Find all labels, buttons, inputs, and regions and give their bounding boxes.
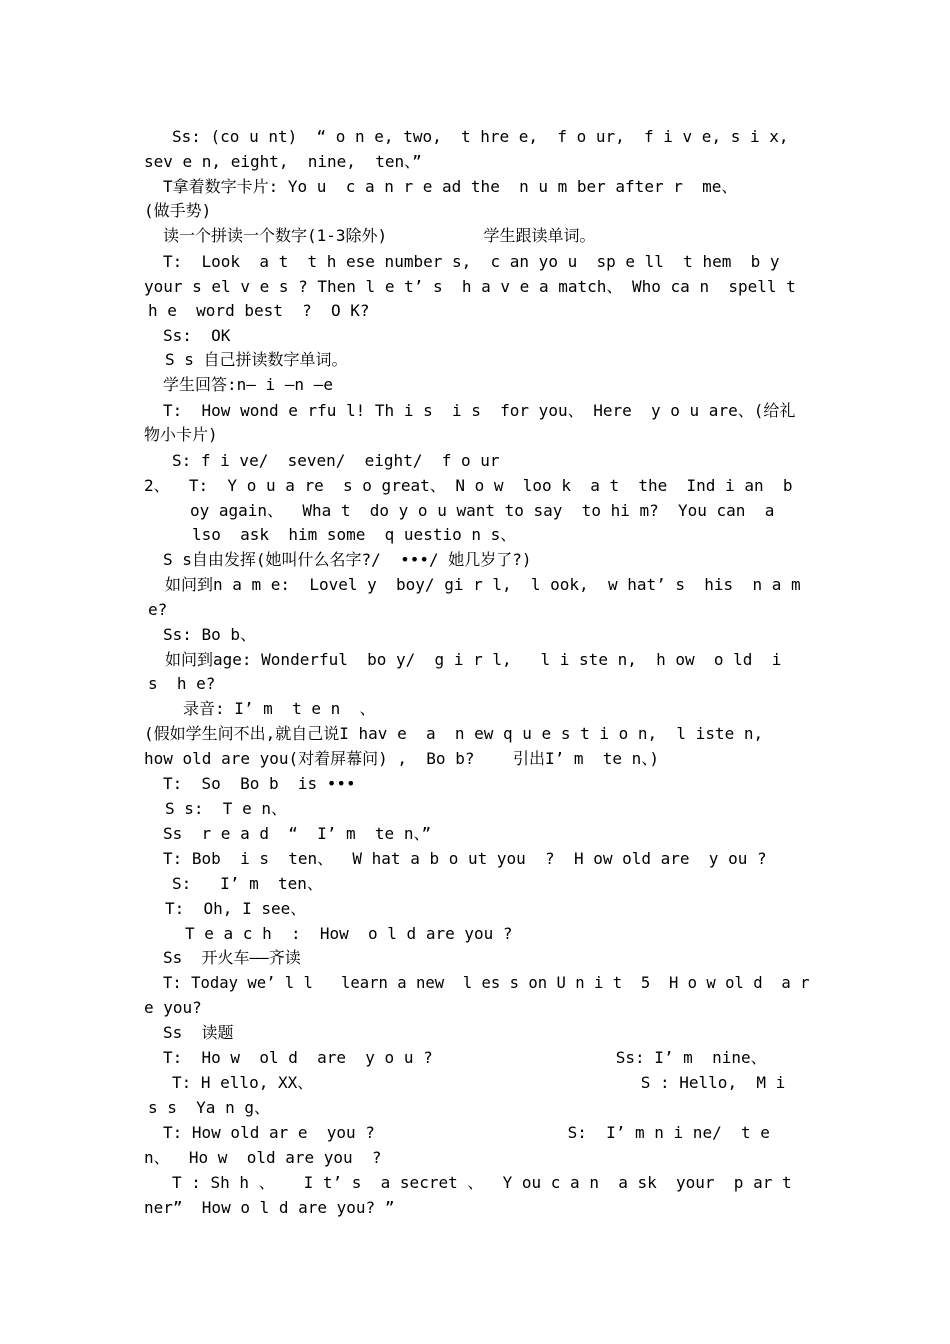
text-line: T: Ho w ol d are y o u ? Ss: I’ m nine、 — [163, 1048, 767, 1067]
text-line: your s el v e s ? Then l e t’ s h a v e a match、 Who ca n spell t — [144, 277, 796, 296]
text-line: S s 自己拼读数字单词。 — [165, 350, 348, 369]
text-line: 如问到n a m e: Lovel y boy/ gi r l, l ook, w hat’ s his n a m — [165, 575, 801, 594]
text-line: T : Sh h 、 I t’ s a secret 、 Y ou c a n a sk your p ar t — [172, 1173, 792, 1192]
text-line: Ss: (co u nt) “ o n e, two, t hre e, f o ur, f i v e, s i x, — [172, 127, 789, 146]
text-line: 2、 T: Y o u a re s o great、 N o w loo k a t the Ind i an b — [144, 476, 793, 495]
text-line: T: How wond e rfu l! Th i s i s for you、 Here y o u are、(给礼 — [163, 401, 796, 420]
text-line: 录音: I’ m t e n 、 — [183, 699, 376, 718]
text-line: e you? — [144, 998, 202, 1017]
text-line: T: So Bo b is ••• — [163, 774, 356, 793]
text-line: T: Oh, I see、 — [165, 899, 307, 918]
text-line: T: Look a t t h ese number s, c an yo u sp e ll t hem b y — [163, 252, 780, 271]
text-line: s h e? — [148, 674, 216, 693]
text-line: S: I’ m ten、 — [172, 874, 323, 893]
text-line: (做手势) — [144, 201, 212, 220]
text-line: T: Today we’ l l learn a new l es s on U n i t 5 H o w ol d a r — [163, 974, 810, 992]
text-line: Ss r e a d “ I’ m te n、” — [163, 824, 432, 843]
text-line: (假如学生问不出,就自己说I hav e a n ew q u e s t i o n, l iste n, — [144, 724, 764, 743]
text-line: lso ask him some q uestio n s、 — [192, 525, 517, 544]
text-line: S s: T e n、 — [165, 799, 287, 818]
text-line: T拿着数字卡片: Yo u c a n r e ad the n u m ber after r me、 — [163, 177, 738, 196]
text-line: T: H ello, XX、 S : Hello, M i — [172, 1073, 786, 1092]
text-line: h e word best ? O K? — [148, 301, 370, 320]
text-line: T e a c h : How o l d are you ? — [185, 924, 513, 943]
text-line: Ss: Bo b、 — [163, 625, 257, 644]
text-line: 如问到age: Wonderful bo y/ g i r l, l i ste n, h ow o ld i — [165, 650, 782, 669]
text-line: Ss 开火车——齐读 — [163, 948, 301, 967]
text-line: s s Ya n g、 — [148, 1098, 270, 1117]
text-line: Ss 读题 — [163, 1023, 234, 1042]
text-line: S: f i ve/ seven/ eight/ f o ur — [172, 451, 500, 470]
text-line: S s自由发挥(她叫什么名字?/ •••/ 她几岁了?) — [163, 550, 532, 569]
text-line: n、 Ho w old are you ? — [144, 1148, 382, 1167]
text-line: oy again、 Wha t do y o u want to say to hi m? You can a — [190, 501, 775, 520]
text-line: sev e n, eight, nine, ten、” — [144, 152, 422, 171]
text-line: T: How old ar e you ? S: I’ m n i ne/ t e — [163, 1123, 770, 1142]
text-line: 学生回答:n— i —n —e — [163, 375, 333, 394]
text-line: e? — [148, 600, 168, 619]
text-line: T: Bob i s ten、 W hat a b o ut you ? H ow old are y ou ? — [163, 849, 767, 868]
text-line: 物小卡片) — [144, 425, 218, 444]
text-line: 读一个拼读一个数字(1-3除外) 学生跟读单词。 — [163, 226, 596, 245]
text-line: ner” How o l d are you? ” — [144, 1198, 395, 1217]
text-line: how old are you(对着屏幕问) , Bo b? 引出I’ m te n、) — [144, 749, 659, 768]
text-line: Ss: OK — [163, 326, 231, 345]
